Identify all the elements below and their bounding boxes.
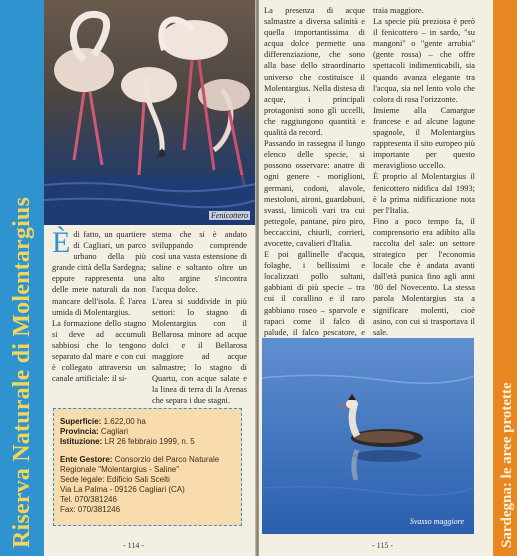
paragraph: di fatto, un quartiere di Cagliari, un parco urbano della più grande città della Sardegna; eppure rappresenta una delle mete naturali da non mancare dell'isola. È l'area umida di Molentargius.	[52, 230, 146, 317]
fax: Fax: 070/381246	[60, 505, 121, 514]
surface-value: 1.622,00 ha	[103, 417, 146, 426]
vertical-section-title: Sardegna: le aree protette	[499, 382, 515, 548]
paragraph: L'area si suddivide in più settori: lo stagno di Molentargius con il Bellarosa minore ad acque dolci e il Bellarosa maggiore ad acque salmastre; lo stagno di Quartu, con acque salate e la linea di terra di la Arenas che separa i due stagni.	[152, 296, 247, 406]
grebe-image	[262, 338, 474, 534]
paragraph: stema che si è andato sviluppando comprende così una vasta estensione di saline e soltanto oltre un alto argine s'incontra l'acqua dolce.	[152, 230, 247, 295]
right-column-2	[373, 5, 475, 338]
paragraph: Fino a poco tempo fa, il comprensorio era adibito alla raccolta del sale: un settore strategico per l'economia locale che è andata avanti dall'età punica fino agli anni '80 del Novecento. La stessa parola Molentargius sta a significare molenti, cioè asino, con cui si trasportava il sale.	[373, 216, 475, 337]
province-label: Provincia:	[60, 427, 99, 436]
paragraph: Insieme alla Camargue francese e ad alcune lagune spagnole, il Molentargius rappresenta il sito europeo più importante per questo meraviglioso uccello.	[373, 105, 475, 171]
title-bar	[0, 0, 44, 556]
paragraph: Passando in rassegna il lungo elenco delle specie, si possono osservare: anatre di ogni genere - moriglioni, germani, codoni, alavole, mestoloni, aironi, guardabuoi, svassi, limicoli vari tra cui pettegole, pantane, piro piro, beccaccini, chiurli, corrieri, avocette, cavalieri d'Italia.	[264, 139, 365, 248]
left-page	[0, 0, 256, 556]
paragraph: La formazione dello stagno si deve ad accumuli sabbiosi che lo tengono separato dal mare e con cui è collegato attraverso un canale artificiale: il si-	[52, 318, 146, 384]
paragraph: E poi gallinelle d'acqua, folaghe, i bellissimi e localizzati pollo sultani, gabbiani di più specie – tra cui il corallino e il raro gabbiano roseo – sparvole e rapaci come il falco di palude, il falco pescatore, e	[264, 250, 365, 337]
grebe-caption: Svasso maggiore	[409, 517, 464, 526]
legal-seat: Sede legale: Edificio Sali Scelti	[60, 475, 170, 484]
page-number-right: - 115 -	[372, 541, 394, 550]
drop-cap: È	[52, 226, 71, 259]
manager-label: Ente Gestore:	[60, 455, 113, 464]
paragraph: La presenza di acque salmastre a diversa salinità e quella importantissima di acqua dolce permette una differenziazione, che sono alla base dello straordinario universo che costituisce il Molentargius. Nella distesa di acque, i principali protagonisti sono gli uccelli, che raggiungono quantità e qualità da record.	[264, 6, 365, 138]
paragraph: traia maggiore.	[373, 6, 424, 15]
vertical-title: Riserva Naturale di Molentargius	[9, 196, 35, 548]
grebe-photo	[262, 338, 474, 534]
institution-label: Istituzione:	[60, 437, 103, 446]
flamingo-image	[44, 0, 256, 225]
manager-line-2: Regionale "Molentargius - Saline"	[60, 465, 180, 474]
flamingo-caption: Fenicottero	[210, 211, 248, 220]
address: Via La Palma - 09126 Cagliari (CA)	[60, 485, 185, 494]
phone: Tel. 070/381246	[60, 495, 117, 504]
paragraph: È proprio al Molentargius il fenicottero nidifica dal 1993; è la prima nidificazione nota per l'Italia.	[373, 172, 475, 215]
surface-label: Superficie:	[60, 417, 102, 426]
institution-value: LR 26 febbraio 1999, n. 5	[104, 437, 195, 446]
page-number-left: - 114 -	[123, 541, 145, 550]
left-column-2	[152, 229, 247, 407]
paragraph: La specie più preziosa è però il fenicottero – in sardo, "su mangoni" o "gente arrubia" (gente rossa) – che offre spettacoli indimenticabili, sia quando avanza elegante tra l'acqua, sia nel lento volo che colora di rosa l'orizzonte.	[373, 17, 475, 104]
info-box	[53, 408, 242, 526]
right-page	[259, 0, 517, 556]
flamingo-photo	[44, 0, 256, 225]
province-value: Cagliari	[100, 427, 129, 436]
left-column-1	[52, 226, 146, 384]
right-column-1	[264, 5, 365, 349]
manager-line-1: Consorzio del Parco Naturale	[114, 455, 220, 464]
